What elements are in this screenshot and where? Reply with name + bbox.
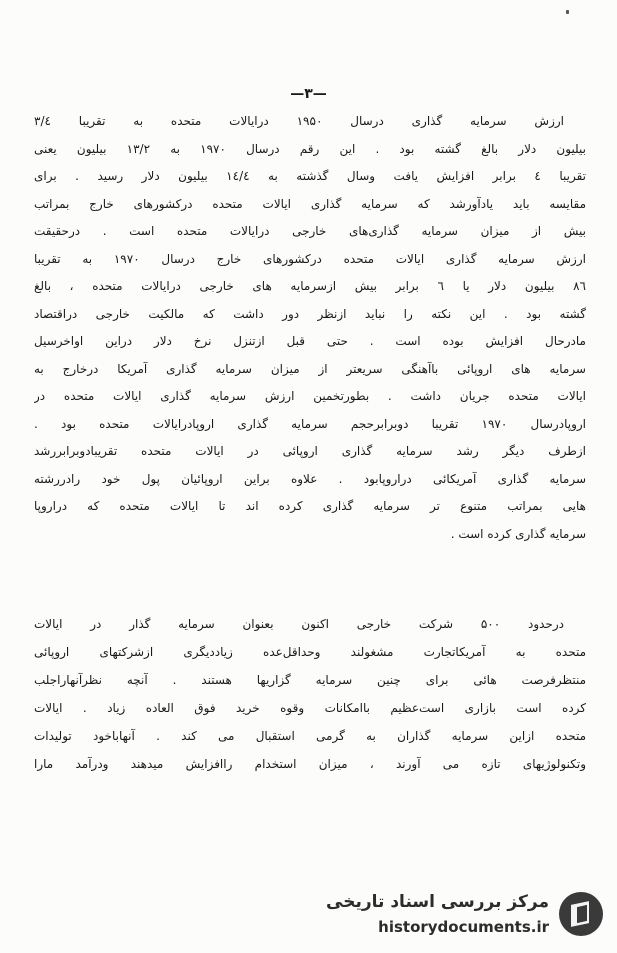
scan-speck (566, 10, 569, 14)
page-number: —۳— (290, 86, 327, 102)
text-line: اروپادرسال ۱۹۷۰ تقریبا دوبرابرحجم سرمایه گذاری اروپادرایالات متحده بود . (34, 416, 586, 431)
text-line: گشته بود . این نکته را نباید ازنظر دور داشت که مالکیت خارجی دراقتصاد (34, 306, 586, 321)
text-line: وتکنولوژیهای تازه می آورند ، میزان استخدام راافزایش میدهند ودرآمد مارا (34, 757, 586, 771)
text-line: منتظرفرصت هائی برای چنین سرمایه گزاریها هستند . آنچه نظرآنهاراجلب (34, 673, 586, 687)
text-line: سرمایه های اروپائی باآهنگی سریعتر از میزان سرمایه گذاری آمریکا درخارج به (34, 361, 586, 376)
text-line: ارزش سرمایه گذاری درسال ۱۹۵۰ درایالات متحده به تقریبا ۳/٤ (34, 114, 565, 128)
text-line: ایالات متحده جریان داشت . بطورتخمین ارزش سرمایه گذاری ایالات متحده در (34, 389, 586, 403)
watermark-url: historydocuments.ir (378, 918, 549, 936)
text-line: مقایسه باید یادآورشد که سرمایه گذاری ایالات متحده درکشورهای خارج بمراتب (34, 196, 586, 211)
paragraph-2 (34, 610, 586, 778)
text-line: ازطرف دیگر رشد سرمایه گذاری اروپائی در ایالات متحده تقریبادوبرابررشد (34, 444, 586, 458)
watermark-title: مرکز بررسی اسناد تاریخی (326, 892, 549, 912)
text-line: ارزش سرمایه گذاری ایالات متحده درکشورهای خارج درسال ۱۹۷۰ به تقریبا (34, 251, 586, 266)
text-line: بیش از میزان سرمایه گذاری‌های خارجی درایالات متحده است . درحقیقت (34, 224, 586, 238)
text-line: هایی بمراتب متنوع تر سرمایه گذاری کرده اند تا ایالات متحده که دراروپا (34, 499, 586, 513)
watermark (289, 886, 609, 946)
text-line: سرمایه گذاری کرده است . (450, 526, 586, 541)
document-book-icon (559, 892, 603, 936)
text-line: مادرحال افزایش بوده است . حتی قبل ازتنزل نرخ دلار دراین اواخرسیل (34, 334, 586, 348)
text-line: تقریبا ٤ برابر افزایش یافت وسال گذشته به ۱٤/٤ بیلیون دلار رسید . برای (34, 169, 586, 183)
text-line: متحده به آمریکاتجارت مشغولند وحداقل‌عده زیاددیگری ازشرکتهای اروپائی (34, 645, 586, 659)
text-line: ۸٦ بیلیون دلار یا ٦ برابر بیش ازسرمایه های خارجی درایالات متحده ، بالغ (34, 279, 586, 293)
text-line: کرده است بازاری است‌عظیم باامکانات وقوه خرید فوق العاده زیاد . ایالات (34, 701, 586, 715)
paragraph-1 (34, 108, 586, 548)
text-line: درحدود ۵۰۰ شرکت خارجی اکنون بعنوان سرمایه گذار در ایالات (34, 617, 564, 631)
text-line: سرمایه گذاری آمریکائی دراروپابود . علاوه براین اروپائیان پول خود رادررشته (34, 471, 586, 486)
text-line: بیلیون دلار بالغ گشته بود . این رقم درسال ۱۹۷۰ به ۱۳/۲ بیلیون یعنی (34, 141, 586, 156)
text-line: متحده ازاین سرمایه گذاران به گرمی استقبال می کند . آنهاباخود تولیدات (34, 729, 586, 743)
